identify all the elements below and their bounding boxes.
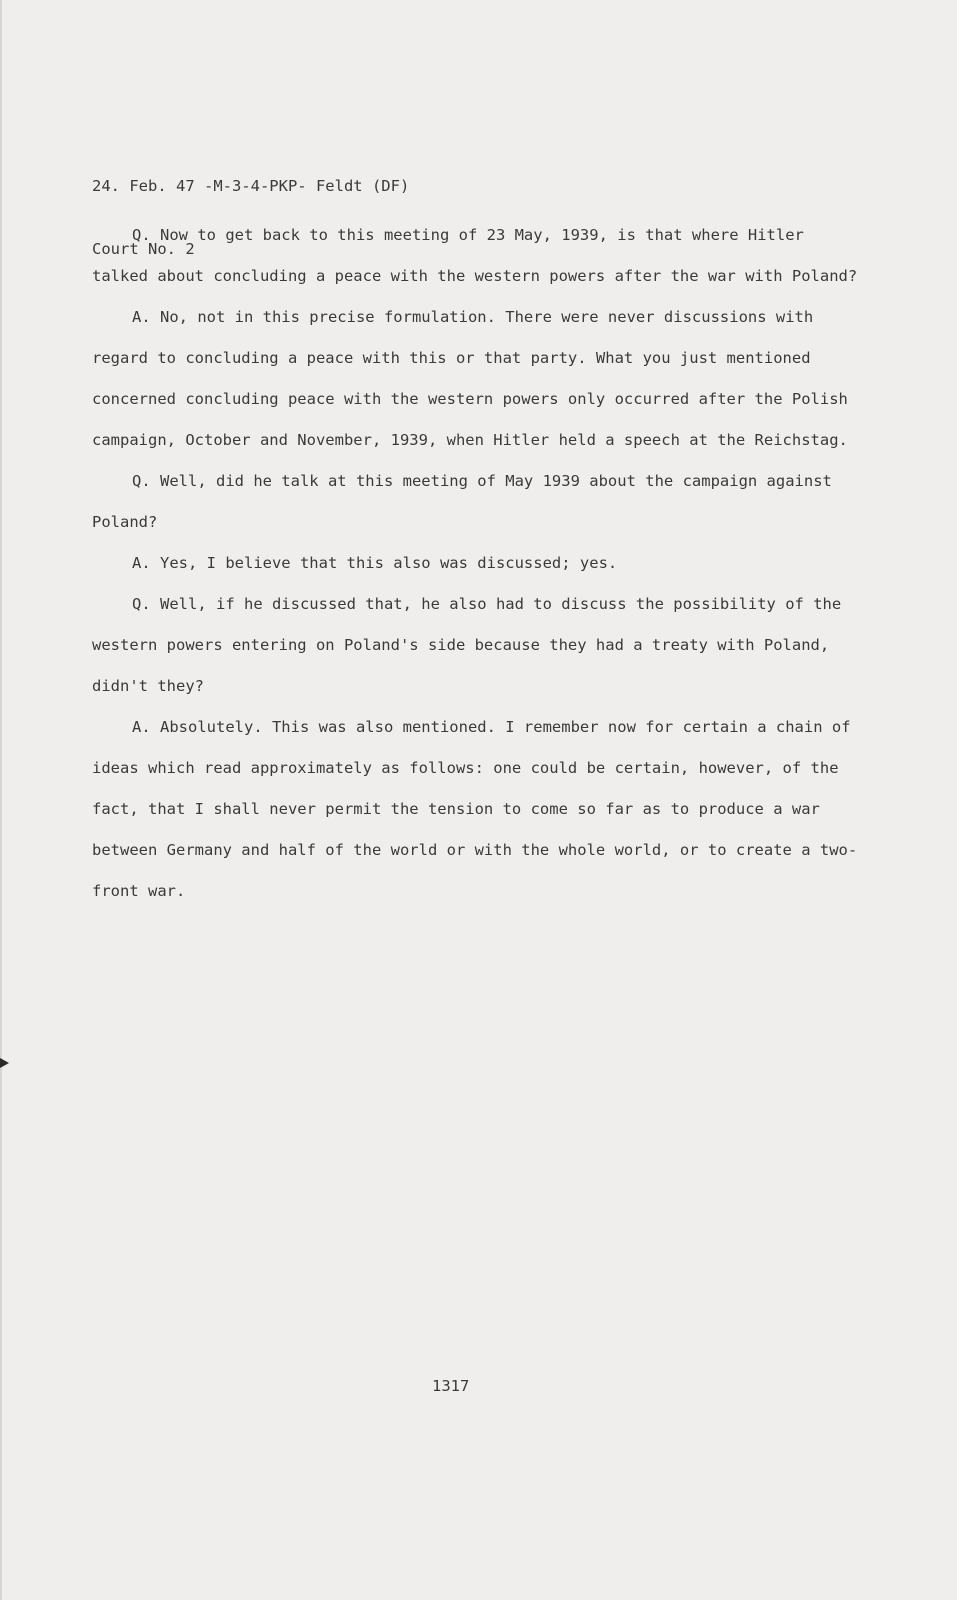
transcript-paragraph: A. Yes, I believe that this also was discussed; yes.	[132, 554, 618, 572]
transcript-body	[92, 215, 862, 912]
transcript-paragraph: A. Absolutely. This was also mentioned. I remember now for certain a chain of ideas which read approximately as follows: one could be certain, however, of the fact, that I shall never permit the tension to come so far as to produce a war between Germany and half of the world or with the whole world, or to create a two-front war.	[92, 718, 858, 900]
header-line-court: Court No. 2	[92, 240, 195, 258]
transcript-paragraph: Q. Now to get back to this meeting of 23 May, 1939, is that where Hitler talked about concluding a peace with the western powers after the war with Poland?	[92, 226, 858, 285]
transcript-paragraph: Q. Well, if he discussed that, he also had to discuss the possibility of the western powers entering on Poland's side because they had a treaty with Poland, didn't they?	[92, 595, 842, 695]
transcript-paragraph: A. No, not in this precise formulation. There were never discussions with regard to concluding a peace with this or that party. What you just mentioned concerned concluding peace with the western powers only occurred after the Polish campaign, October and November, 1939, when Hitler held a speech at the Reichstag.	[92, 308, 848, 449]
transcript-paragraph: Q. Well, did he talk at this meeting of May 1939 about the campaign against Poland?	[92, 472, 832, 531]
binding-tab-mark	[0, 1058, 9, 1068]
page-number: 1317	[432, 1377, 470, 1395]
header-line-date-case: 24. Feb. 47 -M-3-4-PKP- Feldt (DF)	[92, 177, 410, 195]
